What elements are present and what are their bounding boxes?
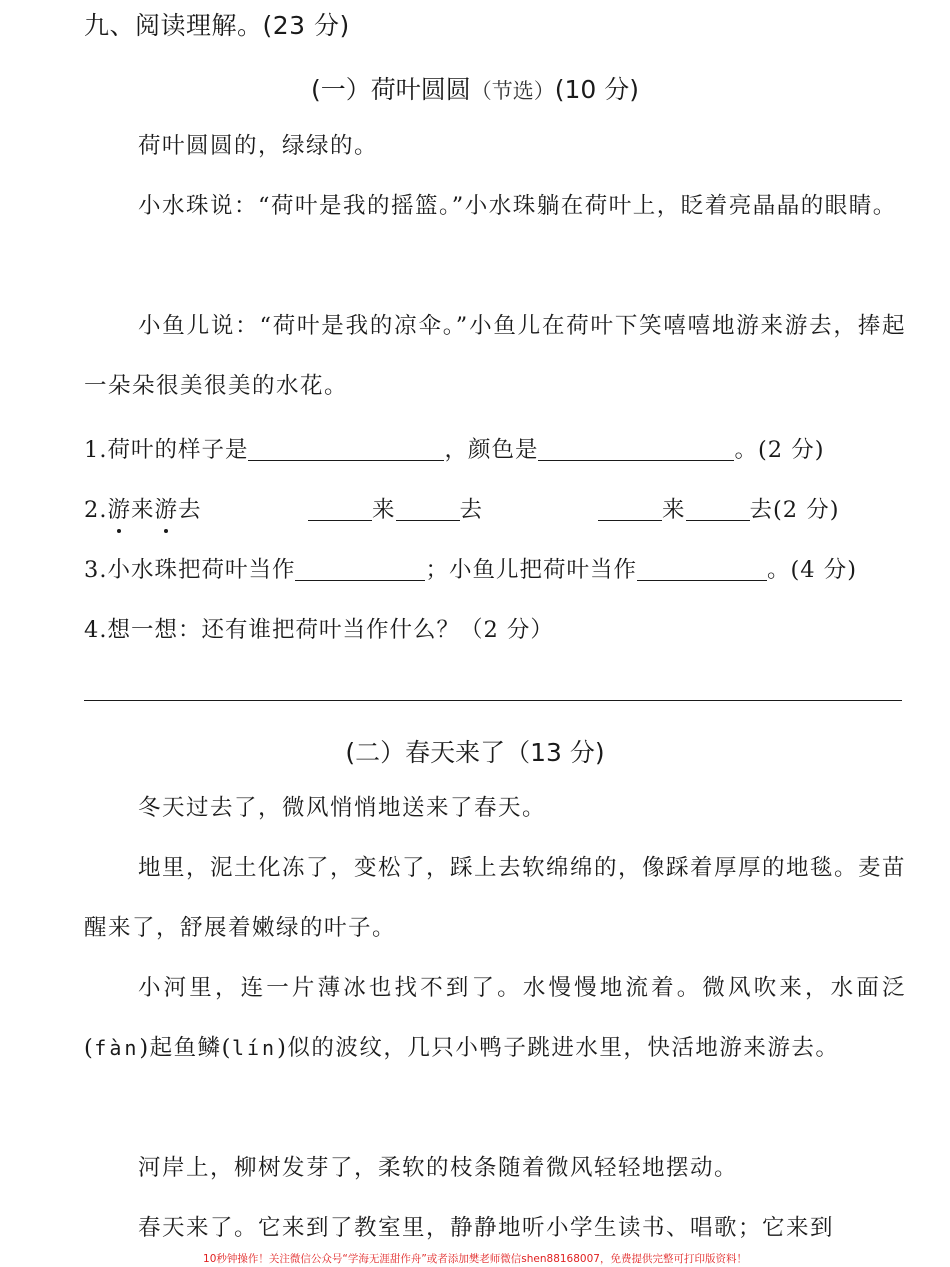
footer-watermark: 10秒钟操作！关注微信公众号“学海无涯甜作舟”或者添加樊老师微信shen88168007，免费提供完整可打印版资料！ (203, 1253, 747, 1265)
answer-blank-color[interactable] (538, 436, 734, 461)
question-2-number: 2. (84, 497, 108, 523)
answer-blank-2a[interactable] (308, 496, 372, 521)
passage-two-paragraph-4: 河岸上，柳树发芽了，柔软的枝条随着微风轻轻地摆动。 (138, 1155, 739, 1181)
section-divider (84, 700, 902, 701)
question-2-pair-1 (308, 492, 483, 524)
emphasis-char (155, 497, 179, 523)
river-text-b: )起鱼鳞( (139, 1035, 232, 1061)
question-3-score: 。(4 分) (766, 557, 858, 583)
char-you: 游 (107, 497, 131, 523)
char-you: 游 (154, 497, 179, 523)
answer-blank-shape[interactable] (248, 436, 444, 461)
question-3 (84, 552, 857, 584)
passage-two-paragraph-2: 地里，泥土化冻了，变松了，踩上去软绵绵的，像踩着厚厚的地毯。麦苗醒来了，舒展着嫩绿的叶子。 (84, 855, 907, 941)
answer-blank-3a[interactable] (295, 556, 425, 581)
question-1 (84, 432, 825, 464)
char-lai: 来 (130, 497, 155, 523)
pinyin-fan: fàn (94, 1036, 140, 1060)
question-2-qu: 去 (749, 497, 774, 523)
question-3-text-b: ；小鱼儿把荷叶当作 (425, 557, 637, 583)
question-2 (84, 492, 202, 524)
passage-one-score: (10 分) (554, 75, 640, 104)
question-2-lai: 来 (372, 497, 396, 523)
question-2-score: (2 分) (773, 497, 840, 523)
answer-blank-2d[interactable] (686, 496, 750, 521)
passage-two-paragraph-3 (84, 958, 906, 1078)
passage-one-paragraph-2: 小水珠说：“荷叶是我的摇篮。”小水珠躺在荷叶上，眨着亮晶晶的眼睛。 (138, 193, 897, 219)
emphasis-char (107, 497, 131, 523)
pinyin-lin: lín (231, 1036, 278, 1060)
passage-one-paragraph-3: 小鱼儿说：“荷叶是我的凉伞。”小鱼儿在荷叶下笑嘻嘻地游来游去，捧起一朵朵很美很美的水花。 (84, 313, 906, 399)
passage-one-paragraph-1: 荷叶圆圆的，绿绿的。 (138, 133, 379, 159)
section-title: 九、阅读理解。(23 分) (84, 11, 350, 40)
question-4: 4.想一想：还有谁把荷叶当作什么？（2 分） (84, 617, 554, 643)
answer-blank-2b[interactable] (396, 496, 460, 521)
emphasis-dot (117, 529, 121, 533)
emphasis-dot (164, 529, 168, 533)
river-text-a: 小河里，连一片薄冰也找不到了。水慢慢地流着。微风吹来，水面泛( (84, 975, 906, 1061)
question-2-lai: 来 (662, 497, 686, 523)
answer-blank-3b[interactable] (637, 556, 767, 581)
passage-two-title: (二）春天来了（13 分) (345, 738, 605, 767)
passage-one-note: （节选） (470, 79, 555, 103)
char-qu: 去 (178, 497, 202, 523)
river-text-c: )似的波纹，几只小鸭子跳进水里，快活地游来游去。 (277, 1035, 840, 1061)
question-2-pair-2 (598, 492, 840, 524)
passage-one-title (0, 70, 950, 106)
passage-two-paragraph-1: 冬天过去了，微风悄悄地送来了春天。 (138, 795, 547, 821)
passage-one-title-text: (一）荷叶圆圆 (310, 75, 471, 104)
question-1-text: 1.荷叶的样子是 (84, 437, 249, 463)
question-1-score: 。(2 分) (734, 437, 825, 463)
question-3-text: 3.小水珠把荷叶当作 (84, 557, 296, 583)
question-2-qu: 去 (459, 497, 484, 523)
passage-two-paragraph-5: 春天来了。它来到了教室里，静静地听小学生读书、唱歌；它来到 (138, 1215, 835, 1241)
question-1-text-b: ，颜色是 (444, 437, 539, 463)
answer-blank-2c[interactable] (598, 496, 662, 521)
